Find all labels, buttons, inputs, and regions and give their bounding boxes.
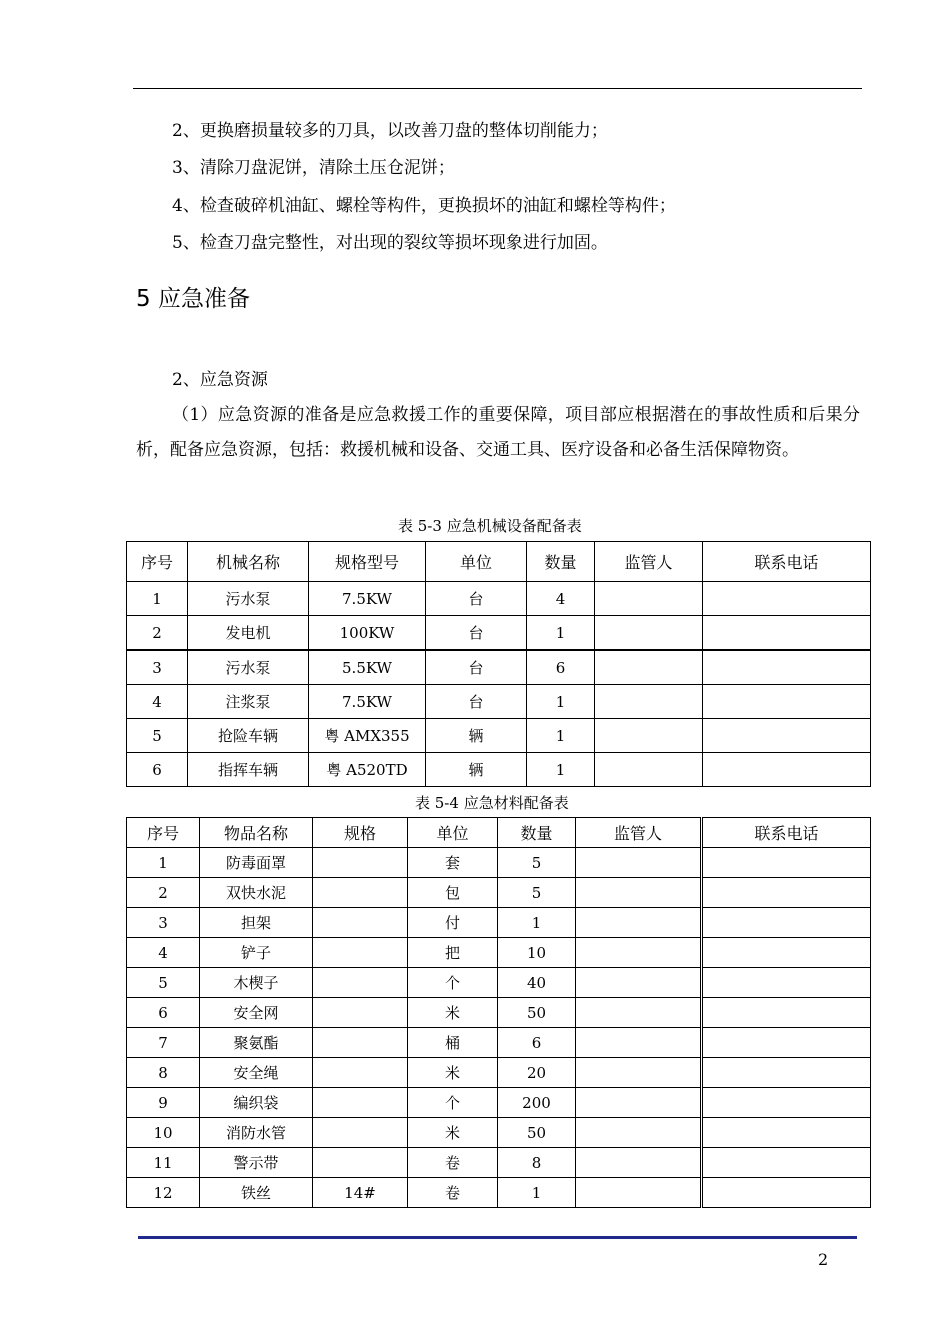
- table-row: [127, 753, 871, 787]
- table-cell: 12: [127, 1178, 200, 1208]
- table-cell: 10: [498, 938, 576, 968]
- materials-table: [126, 817, 871, 1208]
- page-number: 2: [818, 1250, 829, 1269]
- table-cell: 粤 A520TD: [309, 753, 426, 787]
- table-cell: 9: [127, 1088, 200, 1118]
- table-cell: 1: [527, 685, 595, 719]
- table-cell: 6: [127, 998, 200, 1028]
- table-row: [127, 685, 871, 719]
- header-cell: 数量: [498, 818, 576, 848]
- table-cell: 5: [127, 719, 188, 753]
- section-title: 5 应急准备: [136, 286, 250, 312]
- table-row: [127, 998, 871, 1028]
- table-cell: 10: [127, 1118, 200, 1148]
- header-cell: 物品名称: [200, 818, 313, 848]
- table-cell: [313, 1148, 408, 1178]
- table-cell: 木楔子: [200, 968, 313, 998]
- table-cell: 1: [498, 908, 576, 938]
- header-cell: 序号: [127, 542, 188, 582]
- table-cell: 1: [127, 582, 188, 616]
- step-5: 5、检查刀盘完整性，对出现的裂纹等损坏现象进行加固。: [172, 233, 608, 253]
- table-cell: 5: [127, 968, 200, 998]
- body-paragraph: （1）应急资源的准备是应急救援工作的重要保障，项目部应根据潜在的事故性质和后果分析，配备应急资源，包括：救援机械和设备、交通工具、医疗设备和必备生活保障物资。: [136, 405, 860, 460]
- header-cell: 监管人: [595, 542, 703, 582]
- table-cell: [702, 1148, 871, 1178]
- header-cell: 单位: [408, 818, 498, 848]
- table-cell: 50: [498, 998, 576, 1028]
- table2-caption: 表 5-4 应急材料配备表: [415, 794, 569, 812]
- table-cell: [313, 1028, 408, 1058]
- table-row: [127, 616, 871, 651]
- table-cell: [703, 753, 871, 787]
- table-cell: 3: [127, 650, 188, 685]
- table-cell: 6: [127, 753, 188, 787]
- table-cell: [702, 1088, 871, 1118]
- table-cell: [703, 616, 871, 651]
- table-cell: 安全绳: [200, 1058, 313, 1088]
- table-cell: 3: [127, 908, 200, 938]
- table-row: [127, 1028, 871, 1058]
- table-cell: [313, 938, 408, 968]
- table-cell: [702, 848, 871, 878]
- table-row: [127, 968, 871, 998]
- table-cell: [702, 908, 871, 938]
- header-cell: 序号: [127, 818, 200, 848]
- table-cell: 铲子: [200, 938, 313, 968]
- table-cell: 1: [127, 848, 200, 878]
- table-cell: 污水泵: [188, 582, 309, 616]
- header-rule: [133, 88, 862, 89]
- table-cell: 警示带: [200, 1148, 313, 1178]
- table-cell: 1: [527, 719, 595, 753]
- table-cell: [576, 938, 702, 968]
- table-cell: 7.5KW: [309, 582, 426, 616]
- table-cell: 11: [127, 1148, 200, 1178]
- table-cell: 4: [527, 582, 595, 616]
- table-cell: 40: [498, 968, 576, 998]
- header-cell: 监管人: [576, 818, 702, 848]
- table-cell: [576, 1088, 702, 1118]
- table-cell: 5: [498, 848, 576, 878]
- table-cell: 7.5KW: [309, 685, 426, 719]
- step-2: 2、更换磨损量较多的刀具，以改善刀盘的整体切削能力；: [172, 121, 608, 141]
- header-cell: 数量: [527, 542, 595, 582]
- table-cell: 消防水管: [200, 1118, 313, 1148]
- table-cell: 卷: [408, 1148, 498, 1178]
- table-row: [127, 719, 871, 753]
- table-cell: [595, 753, 703, 787]
- table-cell: 200: [498, 1088, 576, 1118]
- table-cell: [703, 650, 871, 685]
- table-cell: [595, 582, 703, 616]
- table-header-row: [127, 818, 871, 848]
- table-cell: 个: [408, 968, 498, 998]
- table-cell: 防毒面罩: [200, 848, 313, 878]
- table-cell: 粤 AMX355: [309, 719, 426, 753]
- table-cell: 2: [127, 616, 188, 651]
- table-cell: [576, 1028, 702, 1058]
- table-cell: 双快水泥: [200, 878, 313, 908]
- table-cell: [595, 650, 703, 685]
- table-cell: 6: [498, 1028, 576, 1058]
- table-cell: 注浆泵: [188, 685, 309, 719]
- table-cell: [576, 998, 702, 1028]
- table-cell: [313, 1058, 408, 1088]
- table-row: [127, 650, 871, 685]
- table-cell: 6: [527, 650, 595, 685]
- table-cell: [576, 1178, 702, 1208]
- table-cell: 污水泵: [188, 650, 309, 685]
- table-cell: 100KW: [309, 616, 426, 651]
- table-cell: 付: [408, 908, 498, 938]
- table-cell: [702, 878, 871, 908]
- header-cell: 规格型号: [309, 542, 426, 582]
- table-cell: [313, 848, 408, 878]
- table-cell: 米: [408, 1058, 498, 1088]
- table-row: [127, 1178, 871, 1208]
- table-cell: [703, 685, 871, 719]
- table-cell: [313, 878, 408, 908]
- table-cell: 台: [426, 616, 527, 651]
- table-cell: 5.5KW: [309, 650, 426, 685]
- table-cell: 1: [527, 616, 595, 651]
- table-cell: 套: [408, 848, 498, 878]
- table-cell: 台: [426, 650, 527, 685]
- table-cell: 5: [498, 878, 576, 908]
- table-cell: 发电机: [188, 616, 309, 651]
- table-cell: 50: [498, 1118, 576, 1148]
- table-cell: [313, 1118, 408, 1148]
- table-cell: 米: [408, 998, 498, 1028]
- table-row: [127, 1148, 871, 1178]
- table-row: [127, 908, 871, 938]
- table-cell: [702, 1028, 871, 1058]
- table-cell: 个: [408, 1088, 498, 1118]
- table-cell: [703, 582, 871, 616]
- table-cell: 4: [127, 938, 200, 968]
- table-cell: [702, 1178, 871, 1208]
- table-cell: 米: [408, 1118, 498, 1148]
- table-cell: [313, 998, 408, 1028]
- table-cell: [576, 1148, 702, 1178]
- table-cell: 安全网: [200, 998, 313, 1028]
- table-cell: [702, 1058, 871, 1088]
- header-cell: 联系电话: [702, 818, 871, 848]
- table-cell: 担架: [200, 908, 313, 938]
- table-cell: 指挥车辆: [188, 753, 309, 787]
- table-cell: 8: [498, 1148, 576, 1178]
- table-row: [127, 1058, 871, 1088]
- table-cell: [702, 1118, 871, 1148]
- table-cell: [576, 848, 702, 878]
- table-cell: 20: [498, 1058, 576, 1088]
- table-row: [127, 878, 871, 908]
- table-cell: 1: [527, 753, 595, 787]
- table-cell: 抢险车辆: [188, 719, 309, 753]
- table-cell: 桶: [408, 1028, 498, 1058]
- table-cell: 辆: [426, 719, 527, 753]
- equipment-table: [126, 541, 871, 787]
- table-cell: 卷: [408, 1178, 498, 1208]
- table-cell: 铁丝: [200, 1178, 313, 1208]
- table-cell: [576, 968, 702, 998]
- table-cell: [313, 968, 408, 998]
- table-cell: 编织袋: [200, 1088, 313, 1118]
- table-cell: [595, 719, 703, 753]
- table-cell: 8: [127, 1058, 200, 1088]
- table-row: [127, 1088, 871, 1118]
- table-cell: [595, 685, 703, 719]
- step-4: 4、检查破碎机油缸、螺栓等构件，更换损坏的油缸和螺栓等构件；: [172, 196, 676, 216]
- table-cell: [703, 719, 871, 753]
- table-cell: [313, 1088, 408, 1118]
- table-row: [127, 938, 871, 968]
- table-cell: [702, 968, 871, 998]
- table-cell: 4: [127, 685, 188, 719]
- table-row: [127, 848, 871, 878]
- table-cell: 台: [426, 685, 527, 719]
- table1-caption: 表 5-3 应急机械设备配备表: [398, 517, 582, 535]
- table-cell: [313, 908, 408, 938]
- footer-rule: [138, 1236, 857, 1239]
- table-cell: [595, 616, 703, 651]
- table-row: [127, 1118, 871, 1148]
- table-header-row: [127, 542, 871, 582]
- header-cell: 机械名称: [188, 542, 309, 582]
- table-cell: 台: [426, 582, 527, 616]
- header-cell: 规格: [313, 818, 408, 848]
- table-cell: 7: [127, 1028, 200, 1058]
- header-cell: 联系电话: [703, 542, 871, 582]
- table-cell: 辆: [426, 753, 527, 787]
- table-cell: [576, 1058, 702, 1088]
- table-cell: [576, 878, 702, 908]
- table-cell: [702, 938, 871, 968]
- step-3: 3、清除刀盘泥饼，清除土压仓泥饼；: [172, 158, 455, 178]
- table-cell: [576, 908, 702, 938]
- table-cell: 聚氨酯: [200, 1028, 313, 1058]
- table-cell: 14#: [313, 1178, 408, 1208]
- table-cell: [576, 1118, 702, 1148]
- header-cell: 单位: [426, 542, 527, 582]
- table-cell: 包: [408, 878, 498, 908]
- table-cell: 把: [408, 938, 498, 968]
- subsection-title: 2、应急资源: [172, 370, 268, 390]
- table-cell: 1: [498, 1178, 576, 1208]
- table-row: [127, 582, 871, 616]
- table-cell: [702, 998, 871, 1028]
- table-cell: 2: [127, 878, 200, 908]
